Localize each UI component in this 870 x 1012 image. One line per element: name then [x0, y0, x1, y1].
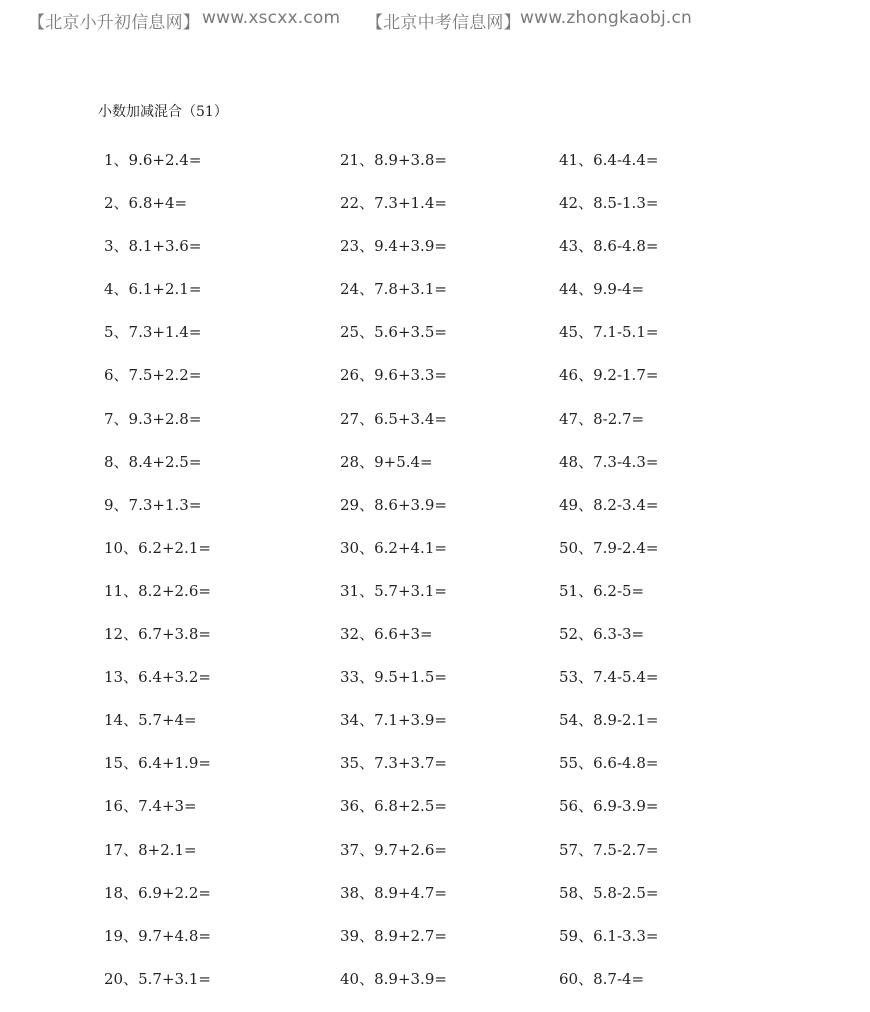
problem-item: 28、9+5.4= [340, 452, 433, 471]
problem-column-2 [340, 150, 447, 1012]
problem-item: 40、8.9+3.9= [340, 969, 447, 988]
problem-item: 10、6.2+2.1= [104, 538, 211, 557]
problem-item: 55、6.6-4.8= [559, 754, 659, 773]
problem-item: 21、8.9+3.8= [340, 151, 447, 169]
problem-item: 39、8.9+2.7= [340, 926, 447, 945]
problem-item: 59、6.1-3.3= [559, 926, 659, 945]
problem-item: 17、8+2.1= [104, 840, 197, 859]
problem-item: 12、6.7+3.8= [104, 625, 211, 644]
problem-item: 26、9.6+3.3= [340, 366, 447, 385]
problem-item: 7、9.3+2.8= [104, 409, 202, 428]
problem-item: 2、6.8+4= [104, 194, 188, 213]
problem-item: 13、6.4+3.2= [104, 668, 211, 687]
problem-item: 43、8.6-4.8= [559, 237, 659, 256]
problem-item: 24、7.8+3.1= [340, 280, 447, 299]
problem-item: 45、7.1-5.1= [559, 323, 659, 342]
problem-item: 27、6.5+3.4= [340, 409, 447, 428]
problem-item: 5、7.3+1.4= [104, 323, 202, 342]
problem-item: 35、7.3+3.7= [340, 754, 447, 773]
problem-item: 47、8-2.7= [559, 409, 645, 428]
problem-item: 11、8.2+2.6= [104, 581, 211, 600]
worksheet-title: 小数加减混合（51） [98, 104, 228, 120]
problem-item: 50、7.9-2.4= [559, 538, 659, 557]
header-site-name-2: 【北京中考信息网】 [366, 13, 521, 33]
problem-item: 30、6.2+4.1= [340, 538, 447, 557]
problem-item: 14、5.7+4= [104, 711, 197, 730]
problem-item: 4、6.1+2.1= [104, 280, 202, 299]
problem-column-3 [559, 150, 658, 1012]
problem-item: 56、6.9-3.9= [559, 797, 659, 816]
header-url-2[interactable]: www.zhongkaobj.cn [520, 8, 693, 28]
problem-item: 57、7.5-2.7= [559, 840, 659, 859]
problem-item: 18、6.9+2.2= [104, 883, 211, 902]
problem-item: 52、6.3-3= [559, 625, 645, 644]
header-url-1[interactable]: www.xscxx.com [202, 8, 341, 28]
problem-item: 53、7.4-5.4= [559, 668, 659, 687]
header-site-name-1: 【北京小升初信息网】 [28, 13, 200, 33]
problem-item: 34、7.1+3.9= [340, 711, 447, 730]
problem-item: 58、5.8-2.5= [559, 883, 659, 902]
problem-item: 32、6.6+3= [340, 625, 433, 644]
problem-item: 60、8.7-4= [559, 969, 645, 988]
problem-column-1 [104, 150, 211, 1012]
problem-item: 16、7.4+3= [104, 797, 197, 816]
problem-item: 46、9.2-1.7= [559, 366, 659, 385]
problem-item: 51、6.2-5= [559, 581, 645, 600]
problem-item: 42、8.5-1.3= [559, 194, 659, 213]
problem-item: 29、8.6+3.9= [340, 495, 447, 514]
problem-item: 25、5.6+3.5= [340, 323, 447, 342]
problem-item: 15、6.4+1.9= [104, 754, 211, 773]
problem-item: 38、8.9+4.7= [340, 883, 447, 902]
problem-item: 9、7.3+1.3= [104, 495, 202, 514]
problem-item: 20、5.7+3.1= [104, 969, 211, 988]
problem-item: 37、9.7+2.6= [340, 840, 447, 859]
problem-item: 49、8.2-3.4= [559, 495, 659, 514]
problem-item: 48、7.3-4.3= [559, 452, 659, 471]
problem-item: 22、7.3+1.4= [340, 194, 447, 213]
problem-item: 19、9.7+4.8= [104, 926, 211, 945]
problem-item: 3、8.1+3.6= [104, 237, 202, 256]
problem-item: 1、9.6+2.4= [104, 151, 202, 169]
problem-item: 33、9.5+1.5= [340, 668, 447, 687]
problem-item: 41、6.4-4.4= [559, 151, 659, 169]
problem-item: 54、8.9-2.1= [559, 711, 659, 730]
problem-item: 23、9.4+3.9= [340, 237, 447, 256]
problem-item: 6、7.5+2.2= [104, 366, 202, 385]
problem-item: 8、8.4+2.5= [104, 452, 202, 471]
problem-item: 44、9.9-4= [559, 280, 645, 299]
problem-item: 36、6.8+2.5= [340, 797, 447, 816]
problem-item: 31、5.7+3.1= [340, 581, 447, 600]
